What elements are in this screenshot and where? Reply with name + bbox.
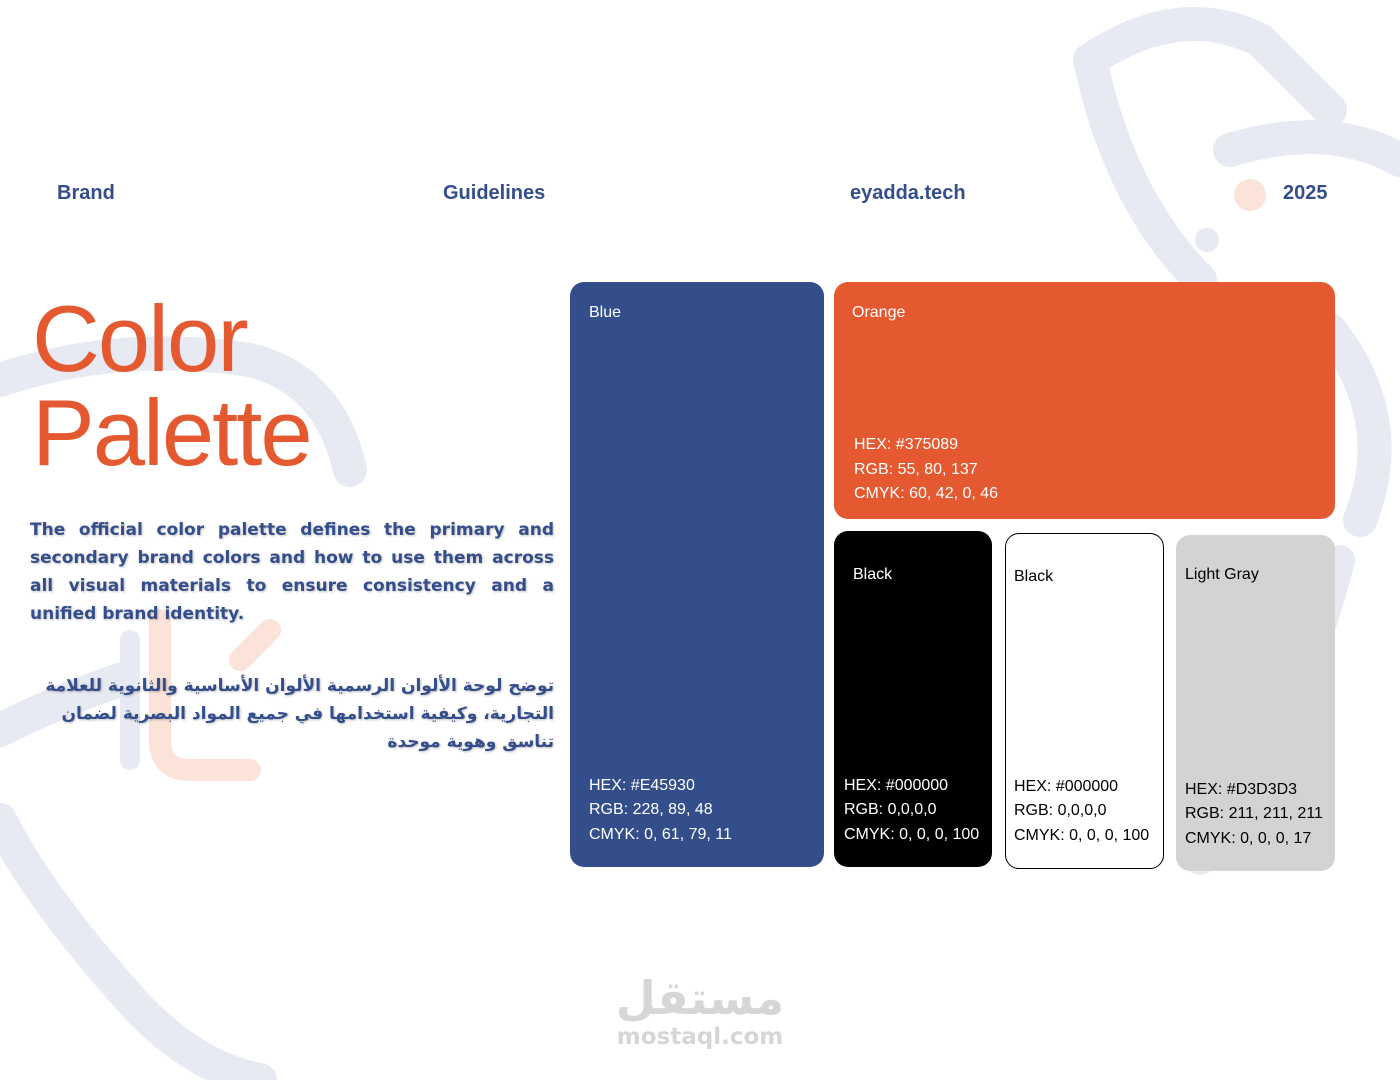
- swatch-hex: HEX: #000000: [844, 776, 949, 794]
- swatch-cmyk: CMYK: 0, 0, 0, 100: [1014, 826, 1150, 844]
- page-title: [32, 286, 311, 485]
- swatch-rgb: RGB: 0,0,0,0: [1014, 802, 1107, 819]
- watermark-arabic: مستقل: [615, 971, 785, 1025]
- swatch-blue: [570, 282, 824, 867]
- swatch-specs: [844, 774, 979, 848]
- swatch-name: Blue: [589, 304, 622, 321]
- swatch-cmyk: CMYK: 0, 0, 0, 100: [844, 825, 980, 843]
- swatch-hex: HEX: #D3D3D3: [1185, 780, 1298, 798]
- swatch-hex: HEX: #000000: [1014, 777, 1119, 795]
- swatch-rgb: RGB: 211, 211, 211: [1185, 805, 1323, 822]
- swatch-specs: [589, 774, 732, 848]
- description-english: The official color palette defines the primary and secondary brand colors and how to use them across all visual materials to ensure consistency and a unified brand identity.: [30, 520, 554, 624]
- watermark-latin: mostaql.com: [616, 1024, 784, 1050]
- swatch-rgb: RGB: 228, 89, 48: [589, 801, 713, 818]
- swatch-white: [1005, 533, 1164, 869]
- swatch-orange: [834, 282, 1335, 519]
- swatch-black: [834, 531, 992, 867]
- title-line-2: Palette: [32, 380, 311, 485]
- swatch-name: Light Gray: [1185, 566, 1259, 583]
- header-brand: Brand: [57, 182, 115, 204]
- swatch-rgb: RGB: 0,0,0,0: [844, 801, 937, 818]
- mostaql-watermark: [560, 972, 840, 1050]
- swatch-specs: [854, 433, 998, 507]
- swatch-specs: [1185, 778, 1323, 852]
- swatch-cmyk: CMYK: 60, 42, 0, 46: [854, 485, 999, 502]
- swatch-hex: HEX: #E45930: [589, 776, 695, 794]
- swatch-name: Orange: [852, 304, 906, 321]
- swatch-hex: HEX: #375089: [854, 436, 959, 453]
- header-year: 2025: [1283, 182, 1328, 204]
- swatch-specs: [1014, 775, 1149, 849]
- swatch-name: Black: [1014, 568, 1054, 585]
- header-guidelines: Guidelines: [443, 182, 546, 204]
- description-arabic: توضح لوحة الألوان الرسمية الألوان الأساسية والثانوية للعلامة التجارية، وكيفية استخدامها في جميع المواد البصرية لضمان تناسق وهوية موحدة: [45, 676, 554, 752]
- title-line-1: Color: [32, 286, 247, 391]
- swatch-cmyk: CMYK: 0, 61, 79, 11: [589, 825, 732, 843]
- header-website: eyadda.tech: [850, 182, 966, 204]
- swatch-light-gray: [1176, 535, 1335, 871]
- swatch-rgb: RGB: 55, 80, 137: [854, 460, 978, 478]
- swatch-cmyk: CMYK: 0, 0, 0, 17: [1185, 829, 1312, 847]
- swatch-name: Black: [853, 566, 893, 583]
